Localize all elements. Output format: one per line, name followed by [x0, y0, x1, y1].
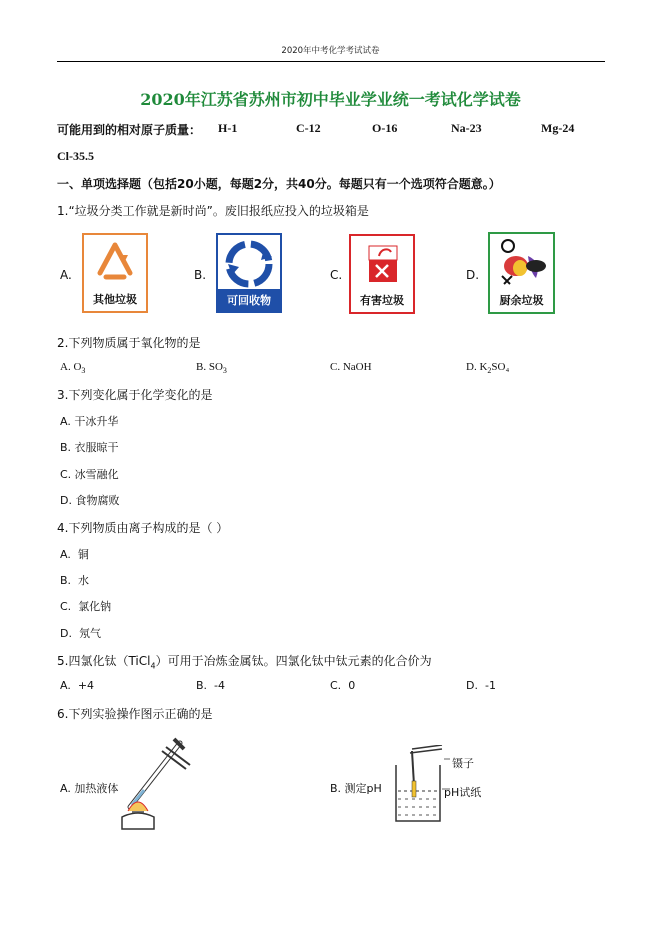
hazard-icon	[351, 238, 413, 290]
heating-liquid-illustration	[118, 735, 198, 835]
recycle-triangle-icon	[84, 239, 146, 289]
q1-stem: 1.“垃圾分类工作就是新时尚”。废旧报纸应投入的垃圾箱是	[57, 204, 369, 218]
q1-bin-food	[488, 232, 555, 314]
section-heading: 一、单项选择题（包括20小题，每题2分，共40分。每题只有一个选项符合题意。）	[57, 177, 501, 191]
q2-option-d: D. $K_2SO_4$	[466, 361, 510, 376]
q5-option-c: C. 0	[330, 679, 356, 692]
exam-title: 2020年江苏省苏州市初中毕业学业统一考试化学试卷	[140, 90, 521, 109]
recycle-arrows-icon	[218, 237, 280, 289]
bin-label-hazardous: 有害垃圾	[360, 294, 404, 307]
q6-option-b: B. 测定pH	[330, 782, 382, 795]
q1-bin-hazardous	[349, 234, 415, 314]
q4-stem: 4.下列物质由离子构成的是（ ）	[57, 521, 229, 535]
q1-bin-recyclable	[216, 233, 282, 313]
q6-stem: 6.下列实验操作图示正确的是	[57, 707, 213, 721]
q2-option-c: C. NaOH	[330, 361, 372, 373]
q3-option-a: A. 干冰升华	[60, 415, 119, 428]
q1-option-a-letter: A.	[60, 268, 72, 282]
q1-option-c-letter: C.	[330, 268, 343, 282]
q1-option-d-letter: D.	[466, 268, 480, 282]
q4-option-d: D. 氖气	[60, 627, 101, 640]
atomic-mass-label: 可能用到的相对原子质量：	[57, 123, 202, 137]
q5-option-d: D. -1	[466, 679, 496, 692]
bin-label-other: 其他垃圾	[93, 293, 137, 306]
q3-option-c: C. 冰雪融化	[60, 468, 119, 481]
q3-stem: 3.下列变化属于化学变化的是	[57, 388, 213, 402]
q2-option-a: A. $O_3$	[60, 361, 86, 376]
q1-bin-other	[82, 233, 148, 313]
q5-stem: 5.四氯化钛（TiCl$_4$）可用于冶炼金属钛。四氯化钛中钛元素的化合价为	[57, 654, 432, 671]
atomic-mass-o: O-16	[372, 121, 398, 135]
q5-option-a: A. +4	[60, 679, 95, 692]
q4-option-a: A. 铜	[60, 548, 89, 561]
q6-label-tweezers: 镊子	[452, 757, 474, 770]
q4-option-b: B. 水	[60, 574, 90, 587]
q5-option-b: B. -4	[196, 679, 226, 692]
header-rule	[57, 61, 605, 62]
bin-label-food: 厨余垃圾	[499, 294, 544, 307]
q6-label-ph-paper: pH试纸	[444, 786, 482, 799]
page-header: 2020年中考化学考试试卷	[281, 46, 380, 56]
food-waste-icon	[490, 236, 553, 290]
bin-label-recyclable: 可回收物	[218, 289, 280, 311]
atomic-mass-c: C-12	[296, 121, 321, 135]
q1-option-b-letter: B.	[194, 268, 207, 282]
atomic-mass-na: Na-23	[451, 121, 482, 135]
q4-option-c: C. 氯化钠	[60, 600, 112, 613]
q3-option-d: D. 食物腐败	[60, 494, 120, 507]
q2-stem: 2.下列物质属于氧化物的是	[57, 336, 201, 350]
q6-option-a: A. 加热液体	[60, 782, 119, 795]
atomic-mass-h: H-1	[218, 121, 238, 135]
q3-option-b: B. 衣服晾干	[60, 441, 119, 454]
atomic-mass-cl: Cl-35.5	[57, 149, 94, 163]
atomic-mass-mg: Mg-24	[541, 121, 575, 135]
q2-option-b: B. $SO_3$	[196, 361, 227, 376]
